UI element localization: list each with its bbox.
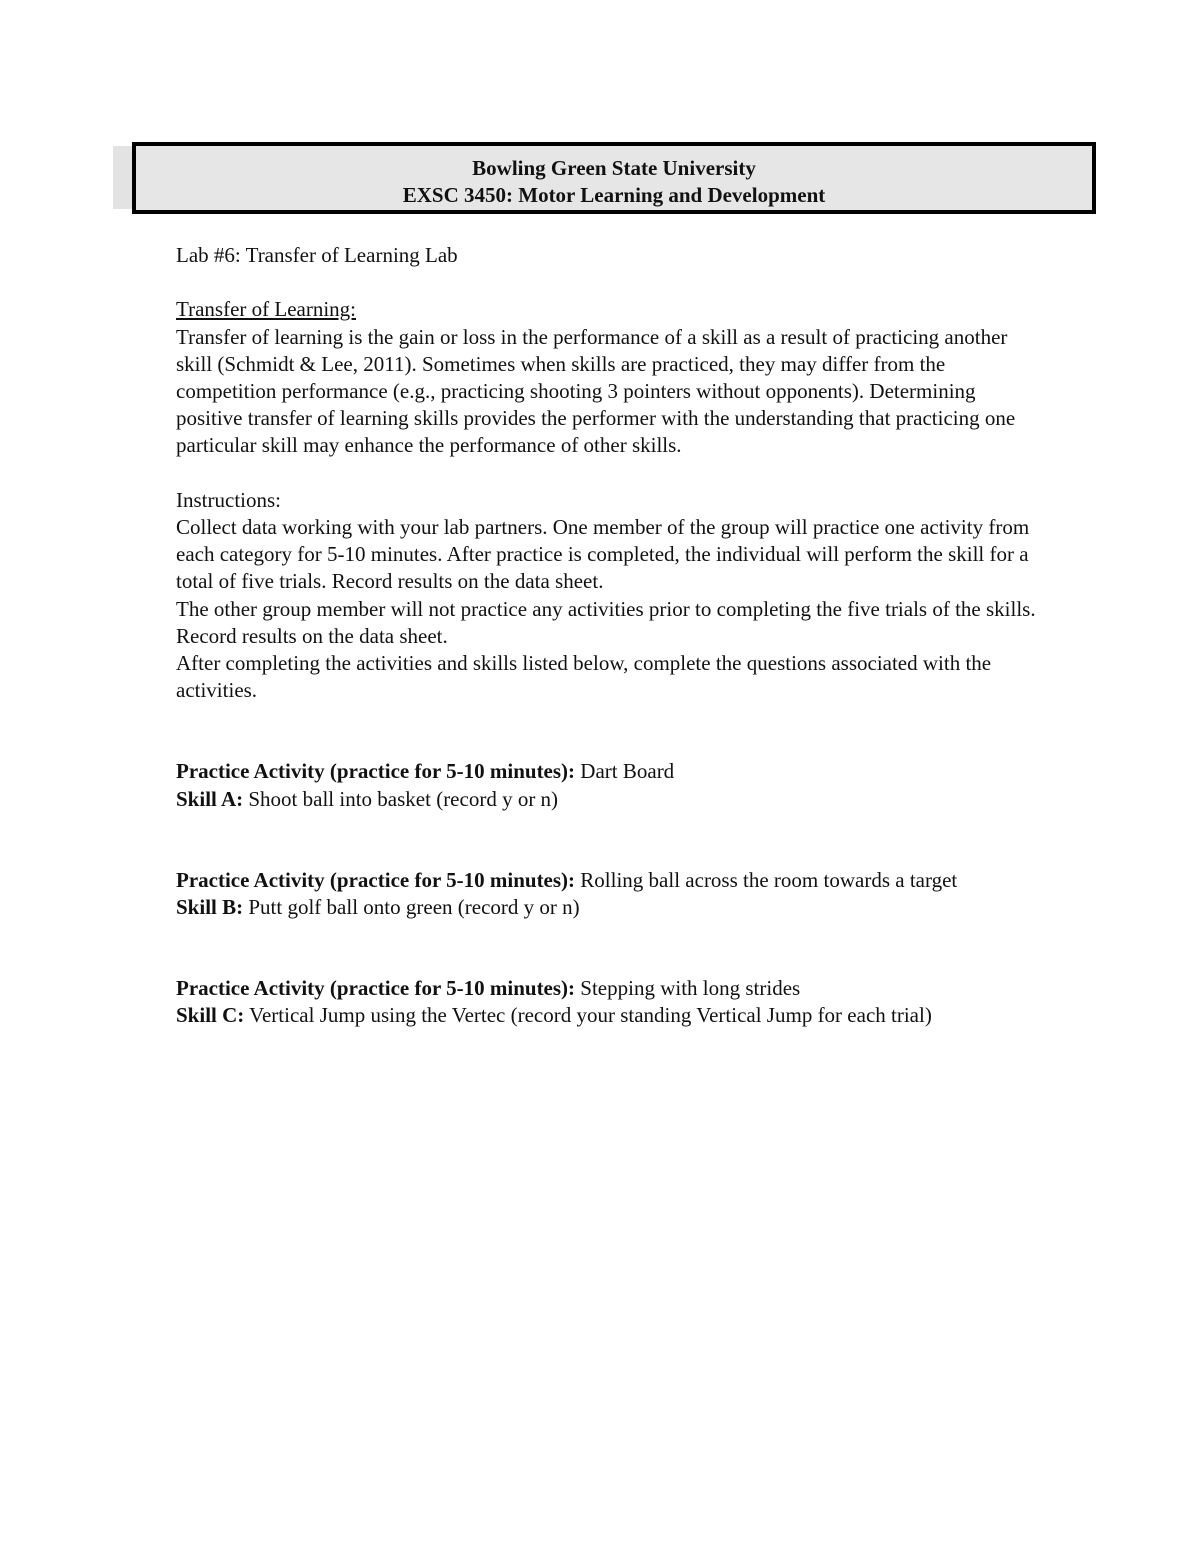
instructions-paragraph-2: The other group member will not practice any activities prior to completing the five trials of the skills. Record results on the data sheet. [176, 596, 1036, 648]
skill-text: Shoot ball into basket (record y or n) [243, 786, 559, 811]
practice-label: Practice Activity (practice for 5-10 minutes): [176, 759, 576, 784]
skill-b [176, 894, 1036, 921]
instructions-paragraph-3: After completing the activities and skills listed below, complete the questions associated with the activities. [176, 651, 992, 703]
transfer-heading: Transfer of Learning: [176, 297, 357, 322]
activity-block-c [176, 975, 1036, 1029]
practice-text: Stepping with long strides [575, 976, 801, 1001]
skill-text: Putt golf ball onto green (record y or n) [243, 895, 580, 920]
skill-c [176, 1002, 1036, 1029]
course-title: EXSC 3450: Motor Learning and Development [402, 183, 826, 207]
practice-activity-a [176, 758, 1036, 785]
practice-activity-b [176, 867, 1036, 894]
practice-text: Rolling ball across the room towards a target [575, 867, 958, 892]
transfer-body: Transfer of learning is the gain or loss in the performance of a skill as a result of practicing another skill (Schmidt & Lee, 2011). Sometimes when skills are practiced, they may differ from the competition performance (e.g., practicing shooting 3 pointers without opponents). Determining positive transfer of learning skills provides the performer with the understanding that practicing one particular skill may enhance the performance of other skills. [176, 324, 1016, 458]
skill-label: Skill C: [176, 1003, 245, 1028]
practice-text: Dart Board [575, 759, 675, 784]
practice-activity-c [176, 975, 1036, 1002]
activity-block-b [176, 867, 1036, 921]
skill-label: Skill A: [176, 786, 244, 811]
document-header [132, 142, 1096, 214]
skill-a [176, 786, 1036, 813]
skill-text: Vertical Jump using the Vertec (record your standing Vertical Jump for each trial) [244, 1003, 932, 1028]
practice-label: Practice Activity (practice for 5-10 minutes): [176, 976, 576, 1001]
university-name: Bowling Green State University [472, 156, 756, 180]
instructions-paragraph-1: Collect data working with your lab partners. One member of the group will practice one activity from each category for 5-10 minutes. After practice is completed, the individual will perform the skill for a total of five trials. Record results on the data sheet. [176, 515, 1030, 594]
lab-title: Lab #6: Transfer of Learning Lab [176, 243, 458, 267]
practice-label: Practice Activity (practice for 5-10 minutes): [176, 867, 576, 892]
instructions-heading: Instructions: [176, 487, 281, 512]
document-body [176, 242, 1036, 1030]
skill-label: Skill B: [176, 895, 244, 920]
activity-block-a [176, 758, 1036, 812]
